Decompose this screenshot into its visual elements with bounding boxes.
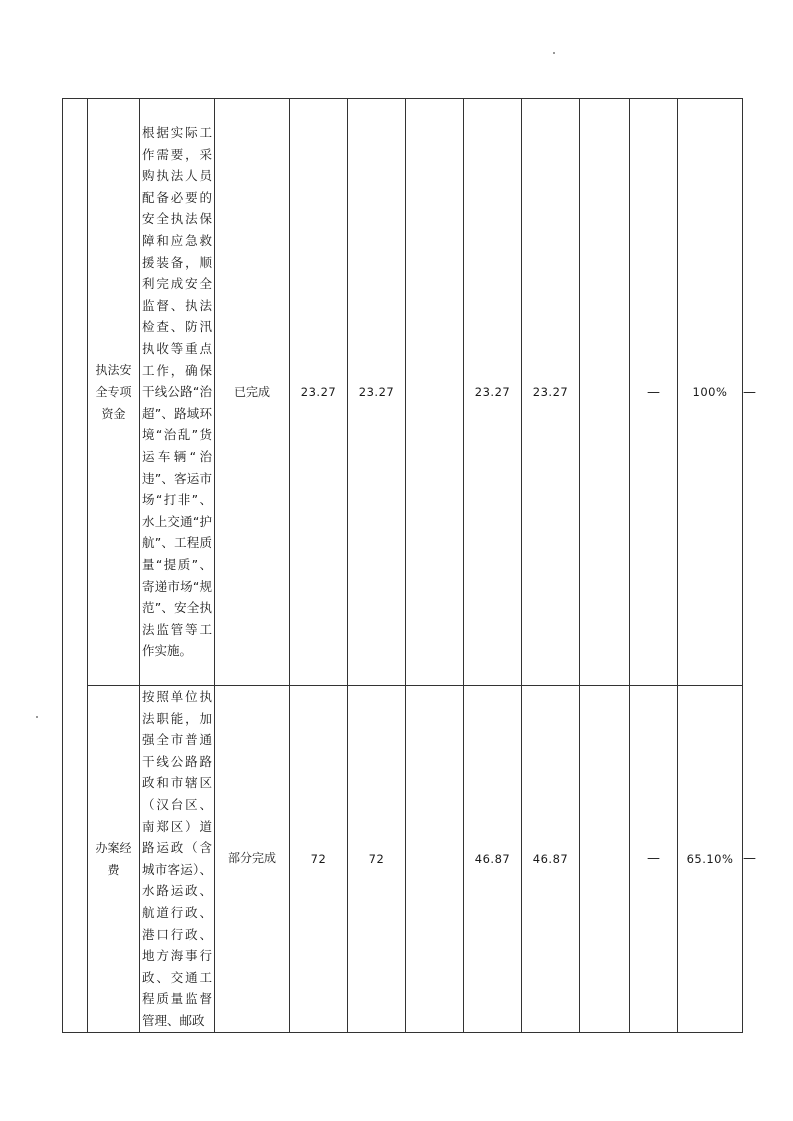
amount-e: 46.87 xyxy=(532,851,569,866)
value-cell xyxy=(580,99,630,686)
dash-g: — xyxy=(647,851,660,867)
amount-a: 23.27 xyxy=(300,385,337,399)
value-cell xyxy=(580,686,630,1033)
rate-cell xyxy=(678,99,743,686)
execution-rate: 100% xyxy=(692,385,728,399)
amount-a: 72 xyxy=(310,851,327,866)
table-row xyxy=(63,686,743,1033)
rate-cell xyxy=(678,686,743,1033)
dash-h: — xyxy=(743,384,756,400)
dash-g: — xyxy=(647,384,660,400)
budget-table xyxy=(62,98,756,1033)
completion-status: 已完成 xyxy=(233,384,270,399)
value-cell xyxy=(406,686,464,1033)
status-cell xyxy=(215,99,290,686)
amount-e: 23.27 xyxy=(532,385,569,399)
table-row xyxy=(63,99,743,686)
project-name: 执法安全专项资金 xyxy=(95,363,132,421)
description-cell xyxy=(140,99,215,686)
value-cell xyxy=(522,686,580,1033)
value-cell xyxy=(406,99,464,686)
amount-d: 23.27 xyxy=(474,385,511,399)
description-cell xyxy=(140,686,215,1033)
project-name-cell xyxy=(88,99,140,686)
value-cell xyxy=(348,686,406,1033)
project-description: 按照单位执法职能，加强全市普通干线公路路政和市辖区（汉台区、南郑区）道路运政（含城市客运）、水路运政、航道行政、港口行政、地方海事行政、交通工程质量监督管理、邮政 xyxy=(142,689,212,1028)
value-cell xyxy=(630,686,678,1033)
project-name-cell xyxy=(88,686,140,1033)
scan-speck xyxy=(36,716,38,718)
amount-b: 23.27 xyxy=(358,385,395,399)
value-cell xyxy=(290,99,348,686)
blank-cell xyxy=(63,99,88,1033)
status-cell xyxy=(215,686,290,1033)
value-cell xyxy=(630,99,678,686)
amount-b: 72 xyxy=(368,851,385,866)
scan-speck xyxy=(553,52,555,54)
value-cell xyxy=(522,99,580,686)
project-description: 根据实际工作需要，采购执法人员配备必要的安全执法保障和应急救援装备，顺利完成安全监督、执法检查、防汛执收等重点工作，确保干线公路“治超”、路域环境“治乱”货运车辆“治违”、客运市场“打非”、水上交通“护航”、工程质量“提质”、寄递市场“规范”、安全执法监管等工作实施。 xyxy=(142,125,212,659)
dash-h: — xyxy=(743,851,756,867)
value-cell xyxy=(464,99,522,686)
amount-d: 46.87 xyxy=(474,851,511,866)
execution-rate: 65.10% xyxy=(686,851,734,866)
value-cell xyxy=(464,686,522,1033)
project-name: 办案经费 xyxy=(95,840,132,877)
value-cell xyxy=(348,99,406,686)
completion-status: 部分完成 xyxy=(227,851,276,866)
value-cell xyxy=(290,686,348,1033)
